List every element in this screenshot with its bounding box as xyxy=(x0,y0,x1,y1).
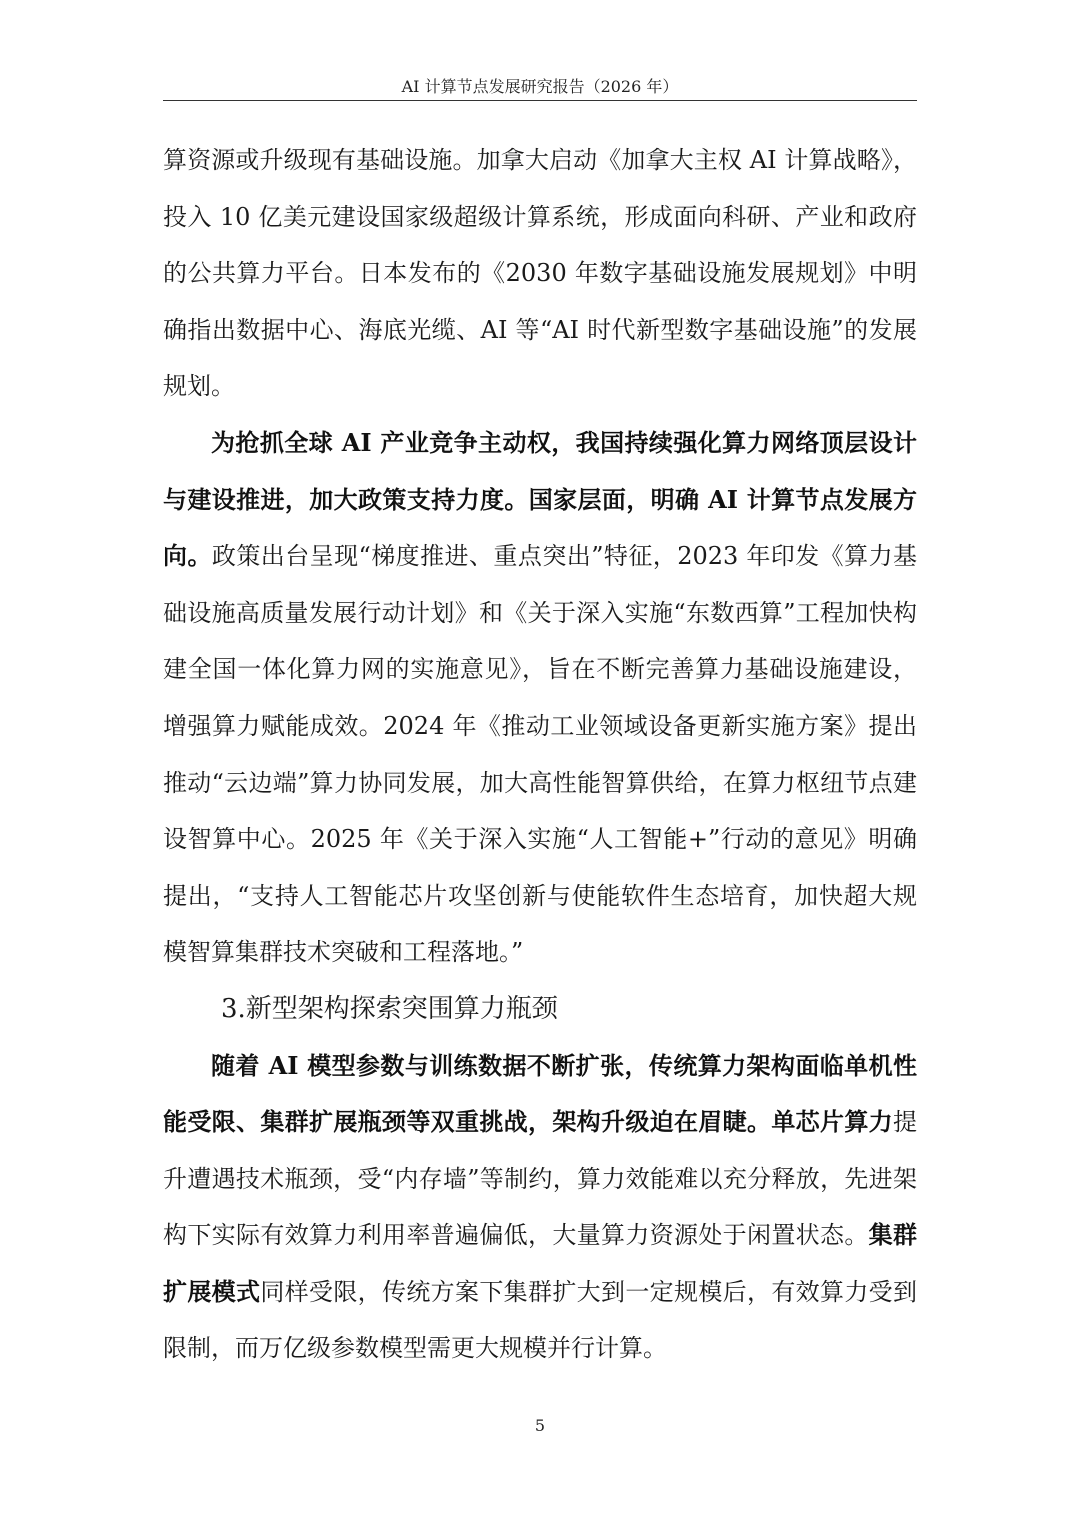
page-number: 5 xyxy=(534,1416,546,1435)
paragraph-2-text: 政策出台呈现“梯度推进、重点突出”特征，2023 年印发《算力基础设施高质量发展行动计划》和《关于深入实施“东数西算”工程加快构建全国一体化算力网的实施意见》，旨在不断完善算力基础设施建设，增强算力赋能成效。2024 年《推动工业领域设备更新实施方案》提出推动“云边端”算力协同发展，加大高性能智算供给，在算力枢纽节点建设智算中心。2025 年《关于深入实施“人工智能+”行动的意见》明确提出，“支持人工智能芯片攻坚创新与使能软件生态培育，加快超大规模智算集群技术突破和工程落地。” xyxy=(163,542,918,967)
section-heading: 3.新型架构探索突围算力瓶颈 xyxy=(221,993,558,1024)
page-body xyxy=(163,132,917,1377)
paragraph-2-lead: 为抢抓全球 AI 产业竞争主动权，我国持续强化算力网络顶层设计与建设推进，加大政策支持力度。国家层面，明确 AI 计算节点发展方向。 xyxy=(163,427,917,571)
paragraph-2 xyxy=(163,415,917,981)
paragraph-1 xyxy=(163,132,917,415)
paragraph-1-text: 算资源或升级现有基础设施。加拿大启动《加拿大主权 AI 计算战略》，投入 10 亿美元建设国家级超级计算系统，形成面向科研、产业和政府的公共算力平台。日本发布的《2030 年数字基础设施发展规划》中明确指出数据中心、海底光缆、AI 等“AI 时代新型数字基础设施”的发展规划。 xyxy=(163,146,917,401)
paragraph-3 xyxy=(163,1038,917,1378)
paragraph-3-text-a: 提升遭遇技术瓶颈，受“内存墙”等制约，算力效能难以充分释放，先进架构下实际有效算力利用率普遍偏低，大量算力资源处于闲置状态。 xyxy=(163,1108,917,1250)
page-header: AI 计算节点发展研究报告（2026 年） xyxy=(401,77,679,96)
paragraph-3-text-b: 同样受限，传统方案下集群扩大到一定规模后，有效算力受到限制，而万亿级参数模型需更大规模并行计算。 xyxy=(163,1277,918,1363)
header-divider xyxy=(163,100,917,101)
paragraph-3-emphasis: 集群扩展模式 xyxy=(163,1220,918,1306)
paragraph-3-lead: 随着 AI 模型参数与训练数据不断扩张，传统算力架构面临单机性能受限、集群扩展瓶颈等双重挑战，架构升级迫在眉睫。单芯片算力 xyxy=(163,1050,917,1137)
